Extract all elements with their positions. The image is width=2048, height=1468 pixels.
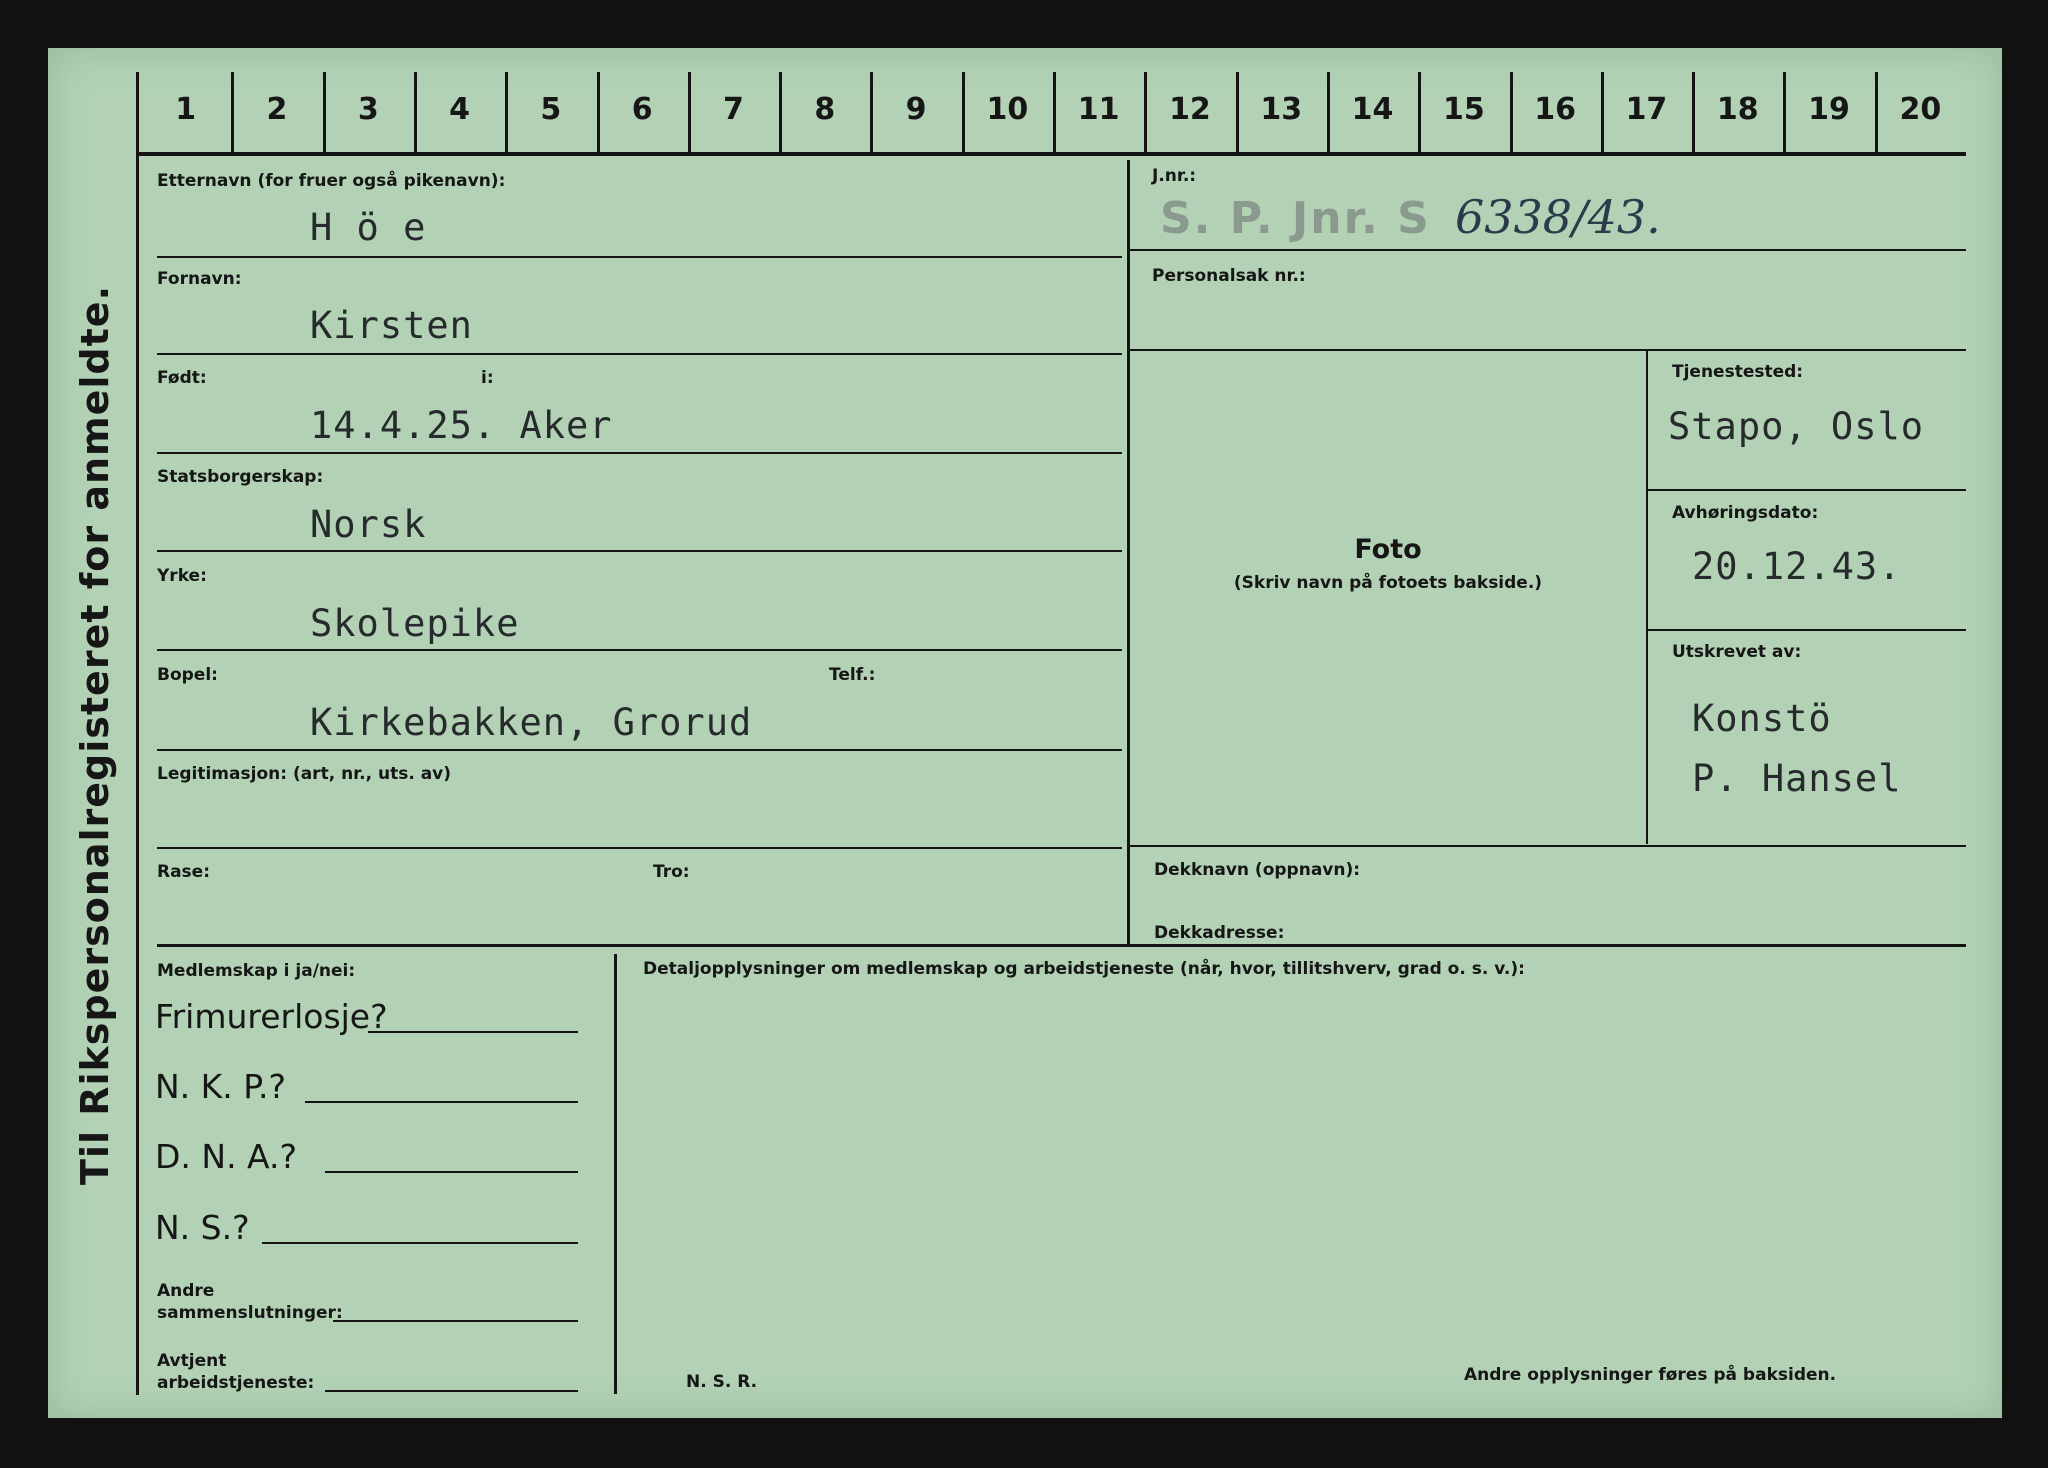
rule-tjenestested [1648, 489, 1966, 491]
foto-subtitle: (Skriv navn på fotoets bakside.) [1233, 573, 1543, 593]
rule-frimurer [368, 1031, 578, 1033]
fodt-label: Født: [157, 368, 207, 388]
rule-andre [333, 1320, 578, 1322]
yrke-label: Yrke: [157, 566, 207, 586]
tjenestested-value: Stapo, Oslo [1668, 405, 1925, 448]
column-separator [323, 72, 326, 154]
jnr-label: J.nr.: [1152, 166, 1197, 186]
statsborgerskap-value: Norsk [310, 503, 427, 546]
rule-statsborgerskap [157, 550, 1122, 552]
dna-label: D. N. A.? [155, 1137, 298, 1176]
column-separator [1144, 72, 1147, 154]
column-separator [1510, 72, 1513, 154]
column-number: 10 [986, 92, 1029, 127]
column-separator [1236, 72, 1239, 154]
rule-legitimasjon [157, 847, 1122, 849]
rule-fodt [157, 452, 1122, 454]
rule-photo-bottom [1130, 845, 1966, 847]
dekknavn-label: Dekknavn (oppnavn): [1154, 860, 1361, 880]
column-number: 1 [175, 92, 197, 127]
etternavn-label: Etternavn (for fruer også pikenavn): [157, 171, 506, 191]
fodt-value: 14.4.25. Aker [310, 404, 613, 447]
jnr-stamp: S. P. Jnr. S [1160, 193, 1431, 244]
jnr-handwritten: 6338/43. [1455, 190, 1661, 244]
column-separator [231, 72, 234, 154]
column-separator [1418, 72, 1421, 154]
column-number: 11 [1077, 92, 1120, 127]
membership-divider-line [614, 954, 617, 1394]
rule-etternavn [157, 256, 1122, 258]
telf-label: Telf.: [829, 665, 876, 685]
photo-right-line [1646, 351, 1648, 844]
legitimasjon-label: Legitimasjon: (art, nr., uts. av) [157, 764, 452, 784]
rule-jnr [1130, 249, 1966, 251]
frimurer-label: Frimurerlosje? [155, 997, 388, 1036]
utskrevet-line1: Konstö [1692, 697, 1832, 740]
bopel-label: Bopel: [157, 665, 218, 685]
column-number: 3 [357, 92, 379, 127]
column-number: 16 [1534, 92, 1577, 127]
rase-label: Rase: [157, 862, 211, 882]
column-separator [1327, 72, 1330, 154]
nkp-label: N. K. P.? [155, 1067, 287, 1106]
column-number: 17 [1625, 92, 1668, 127]
section-divider-line [157, 944, 1966, 947]
column-number: 20 [1899, 92, 1942, 127]
details-label: Detaljopplysninger om medlemskap og arbeidstjeneste (når, hvor, tillitshverv, grad o. s. v.): [643, 959, 1525, 979]
rule-avhoringsdato [1648, 629, 1966, 631]
column-number: 12 [1169, 92, 1211, 127]
details-footer: Andre opplysninger føres på baksiden. [1464, 1365, 1837, 1385]
dekkadresse-label: Dekkadresse: [1154, 923, 1285, 943]
column-number: 8 [814, 92, 836, 127]
left-border-line [136, 72, 139, 1395]
statsborgerskap-label: Statsborgerskap: [157, 467, 324, 487]
fornavn-label: Fornavn: [157, 269, 242, 289]
utskrevet-label: Utskrevet av: [1672, 642, 1802, 662]
column-separator [1783, 72, 1786, 154]
andre-label-line2: sammenslutninger: [157, 1303, 343, 1323]
rule-nkp [305, 1101, 578, 1103]
avtjent-label-line2: arbeidstjeneste: [157, 1373, 315, 1393]
column-separator [688, 72, 691, 154]
column-number: 19 [1808, 92, 1850, 127]
column-separator [1601, 72, 1604, 154]
column-number: 5 [540, 92, 562, 127]
rule-ns [262, 1242, 578, 1244]
personalsak-label: Personalsak nr.: [1152, 266, 1306, 286]
column-separator [1053, 72, 1056, 154]
bopel-value: Kirkebakken, Grorud [310, 701, 753, 744]
ns-label: N. S.? [155, 1208, 250, 1247]
etternavn-value: H ö e [310, 206, 427, 249]
column-number: 15 [1442, 92, 1485, 127]
column-separator [597, 72, 600, 154]
avtjent-label-line1: Avtjent [157, 1351, 227, 1371]
rule-bopel [157, 749, 1122, 751]
foto-title: Foto [1354, 534, 1422, 565]
rule-dna [325, 1171, 578, 1173]
column-separator [1692, 72, 1695, 154]
andre-label-line1: Andre [157, 1281, 215, 1301]
column-separator [505, 72, 508, 154]
utskrevet-line2: P. Hansel [1692, 757, 1902, 800]
avhoringsdato-value: 20.12.43. [1692, 545, 1902, 588]
column-number: 4 [449, 92, 470, 127]
yrke-value: Skolepike [310, 602, 520, 645]
rule-fornavn [157, 353, 1122, 355]
fornavn-value: Kirsten [310, 304, 473, 347]
column-number: 6 [631, 92, 653, 127]
membership-title: Medlemskap i ja/nei: [157, 961, 356, 981]
rule-personalsak [1130, 349, 1966, 351]
column-separator [870, 72, 873, 154]
column-number: 13 [1260, 92, 1303, 127]
avhoringsdato-label: Avhøringsdato: [1672, 503, 1819, 523]
tro-label: Tro: [653, 862, 690, 882]
column-separator [962, 72, 965, 154]
column-number: 2 [266, 92, 288, 127]
column-number: 7 [723, 92, 744, 127]
column-number: 14 [1351, 92, 1394, 127]
column-separator [779, 72, 782, 154]
column-separator [414, 72, 417, 154]
fodt-i-label: i: [481, 368, 494, 388]
column-number: 18 [1716, 92, 1759, 127]
rule-yrke [157, 649, 1122, 651]
tjenestested-label: Tjenestested: [1672, 362, 1804, 382]
column-separator [1875, 72, 1878, 154]
nsr-label: N. S. R. [686, 1372, 758, 1392]
rule-avtjent [325, 1390, 578, 1392]
column-number: 9 [905, 92, 927, 127]
